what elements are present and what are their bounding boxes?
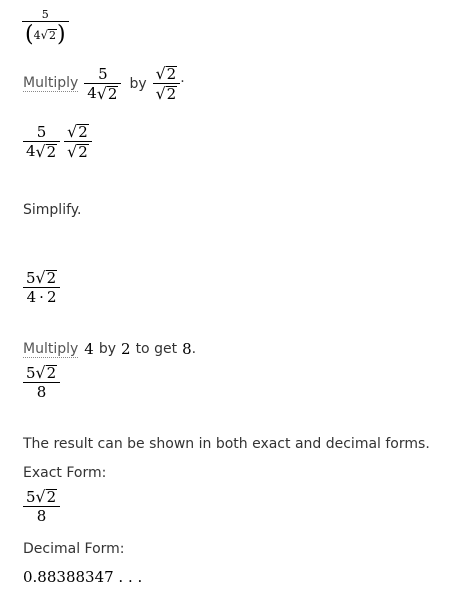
simplified-expression	[23, 268, 60, 306]
to-get-words: to get	[135, 341, 178, 357]
period: .	[191, 341, 197, 357]
radicand: 2	[46, 142, 57, 161]
sqrt-symbol	[36, 142, 58, 161]
after-multiply-fraction	[23, 363, 60, 401]
dot-operator: ·	[39, 288, 44, 306]
factor-b: 2	[121, 340, 131, 358]
num-coefficient: 5	[26, 487, 36, 506]
factor-fraction	[153, 64, 181, 103]
numerator: 5	[98, 64, 108, 83]
radicand: 2	[78, 123, 88, 142]
radicand: 2	[46, 269, 57, 288]
factor-a: 4	[84, 340, 94, 358]
numerator	[23, 487, 60, 506]
multiply-step-2	[23, 340, 196, 358]
sqrt-symbol	[36, 363, 58, 382]
top-expression	[22, 8, 69, 46]
denominator: 8	[36, 507, 47, 525]
denominator	[24, 288, 60, 306]
result-value: 8	[182, 340, 192, 358]
den-factor-a: 4	[26, 288, 37, 306]
exact-form-expression	[23, 487, 60, 525]
multiply-step	[23, 64, 185, 103]
right-fraction	[64, 122, 92, 161]
top-denominator	[22, 22, 69, 46]
radical-icon: √	[40, 28, 48, 42]
open-paren: (	[25, 22, 34, 47]
denominator	[84, 84, 121, 103]
radicand: 2	[48, 29, 56, 43]
num-coefficient: 5	[26, 268, 36, 287]
radicand: 2	[107, 84, 118, 103]
multiply-link[interactable]: Multiply	[23, 75, 79, 91]
sqrt-symbol	[36, 487, 58, 506]
num-coefficient: 5	[26, 363, 36, 382]
by-word: by	[98, 341, 117, 357]
radicand: 2	[166, 85, 177, 104]
factor-denominator	[153, 84, 181, 103]
sqrt-symbol	[97, 84, 119, 103]
denominator: 8	[36, 383, 47, 401]
radical-icon: √	[35, 141, 46, 161]
radical-icon: √	[67, 122, 78, 141]
left-fraction	[23, 123, 60, 161]
sqrt-symbol	[36, 268, 58, 287]
den-coefficient: 4	[26, 142, 36, 160]
multiply-link[interactable]: Multiply	[23, 340, 79, 357]
denominator	[64, 142, 92, 161]
numerator	[64, 122, 92, 141]
exact-fraction	[23, 487, 60, 525]
sqrt-symbol	[41, 28, 57, 42]
top-numerator: 5	[41, 8, 49, 21]
decimal-value: 0.88388347 . . .	[23, 568, 143, 586]
den-coefficient: 4	[33, 28, 41, 42]
den-factor-b: 2	[46, 288, 57, 306]
exact-form-label: Exact Form:	[23, 465, 107, 481]
numerator	[23, 363, 60, 382]
close-paren: )	[56, 22, 66, 47]
decimal-form-label: Decimal Form:	[23, 541, 125, 557]
numerator: 5	[36, 122, 47, 141]
simplify-label: Simplify.	[23, 202, 82, 218]
radicand: 2	[166, 65, 177, 84]
radical-icon: √	[155, 64, 166, 83]
denominator	[23, 142, 60, 161]
radical-icon: √	[35, 363, 46, 382]
by-word: by	[129, 75, 147, 92]
result-text: The result can be shown in both exact and decimal forms.	[23, 436, 430, 452]
radical-icon: √	[35, 268, 46, 287]
top-fraction	[22, 8, 69, 46]
multiply-fraction	[84, 65, 121, 103]
factor-numerator	[153, 64, 181, 83]
product-line	[23, 122, 92, 161]
period: .	[180, 70, 185, 86]
radical-icon: √	[67, 142, 78, 161]
numerator	[23, 268, 60, 287]
radical-icon: √	[155, 84, 166, 103]
radical-icon: √	[96, 83, 107, 103]
after-multiply-expression	[23, 363, 60, 401]
radicand: 2	[46, 364, 57, 383]
radicand: 2	[46, 488, 57, 507]
radicand: 2	[78, 143, 88, 162]
simplified-fraction	[23, 268, 60, 306]
radical-icon: √	[35, 487, 46, 506]
den-coefficient: 4	[87, 84, 97, 102]
